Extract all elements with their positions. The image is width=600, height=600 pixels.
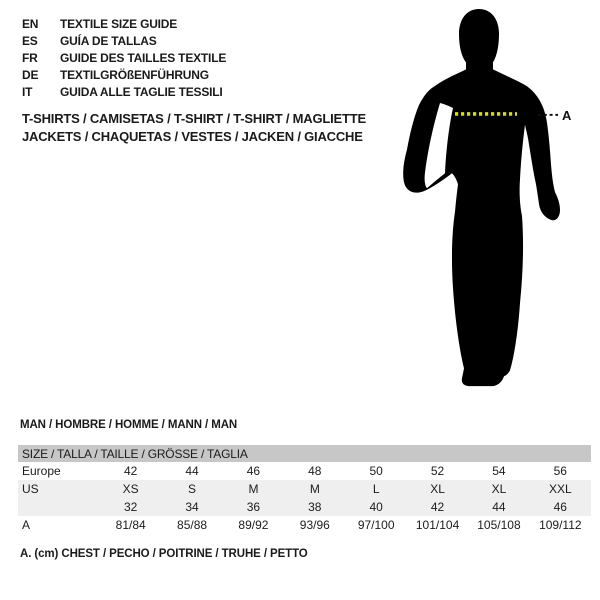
table-row-a-chest xyxy=(18,516,591,534)
table-row-us-numbers xyxy=(18,498,591,516)
table-cell: M xyxy=(223,480,284,498)
table-cell: 109/112 xyxy=(539,518,582,532)
category-lines xyxy=(22,110,366,146)
table-cell: 101/104 xyxy=(415,518,460,532)
table-row-us-letters xyxy=(18,480,591,498)
table-cell: 97/100 xyxy=(357,518,395,532)
table-cell: 42 xyxy=(407,498,468,516)
table-cell: 81/84 xyxy=(115,518,146,532)
table-cell: M xyxy=(284,480,345,498)
language-row-it xyxy=(22,84,226,101)
language-code: EN xyxy=(22,17,39,31)
table-cell: XS xyxy=(100,480,161,498)
table-cell: 56 xyxy=(553,464,567,478)
language-row-de xyxy=(22,67,226,84)
table-cell: 50 xyxy=(369,464,383,478)
table-row-europe xyxy=(18,462,591,480)
man-silhouette-shape xyxy=(403,9,560,386)
table-cell: 85/88 xyxy=(177,518,208,532)
language-row-fr xyxy=(22,50,226,67)
size-table-wrap xyxy=(18,445,591,534)
language-code: IT xyxy=(22,85,33,99)
language-row-es xyxy=(22,33,226,50)
row-label: Europe xyxy=(22,464,61,478)
table-cell: 93/96 xyxy=(299,518,330,532)
table-cell: 38 xyxy=(284,498,345,516)
language-label: GUIDA ALLE TAGLIE TESSILI xyxy=(60,85,223,99)
table-cell: 54 xyxy=(492,464,506,478)
table-cell: 36 xyxy=(223,498,284,516)
footnote-chest: A. (cm) CHEST / PECHO / POITRINE / TRUHE / PETTO xyxy=(20,548,308,560)
row-label xyxy=(18,498,100,516)
table-cell: 46 xyxy=(246,464,261,478)
language-label: GUIDE DES TAILLES TEXTILE xyxy=(60,51,227,65)
man-silhouette-figure xyxy=(398,6,598,402)
section-title-man: MAN / HOMBRE / HOMME / MANN / MAN xyxy=(20,419,238,431)
table-cell: 52 xyxy=(430,464,445,478)
table-cell: 32 xyxy=(100,498,161,516)
language-list xyxy=(22,16,226,101)
table-cell: XXL xyxy=(530,480,591,498)
table-cell: 105/108 xyxy=(477,518,521,532)
table-cell: XL xyxy=(407,480,468,498)
category-line-jackets: JACKETS / CHAQUETAS / VESTES / JACKEN / GIACCHE xyxy=(22,129,363,144)
table-cell: 34 xyxy=(161,498,222,516)
table-cell: 40 xyxy=(346,498,407,516)
man-silhouette-svg xyxy=(398,6,598,402)
language-code: DE xyxy=(22,68,39,82)
language-code: ES xyxy=(22,34,38,48)
table-cell: 46 xyxy=(530,498,591,516)
table-cell: S xyxy=(161,480,222,498)
language-row-en xyxy=(22,16,226,33)
table-cell: 42 xyxy=(124,464,138,478)
language-label: TEXTILGRÖßENFÜHRUNG xyxy=(60,68,209,82)
table-cell: 89/92 xyxy=(238,518,269,532)
size-table xyxy=(18,445,591,534)
measure-label-a: A xyxy=(562,107,572,123)
table-cell: 44 xyxy=(468,498,529,516)
size-table-header: SIZE / TALLA / TAILLE / GRÖSSE / TAGLIA xyxy=(18,445,591,462)
language-code: FR xyxy=(22,51,38,65)
language-label: GUÍA DE TALLAS xyxy=(60,34,157,48)
row-label: A xyxy=(22,518,31,532)
category-line-tshirts: T-SHIRTS / CAMISETAS / T-SHIRT / T-SHIRT / MAGLIETTE xyxy=(22,111,366,126)
table-cell: 48 xyxy=(308,464,322,478)
table-cell: 44 xyxy=(185,464,199,478)
row-label: US xyxy=(18,480,100,498)
language-label: TEXTILE SIZE GUIDE xyxy=(60,17,178,31)
table-cell: XL xyxy=(468,480,529,498)
size-table-header-row xyxy=(18,445,591,462)
table-cell: L xyxy=(346,480,407,498)
